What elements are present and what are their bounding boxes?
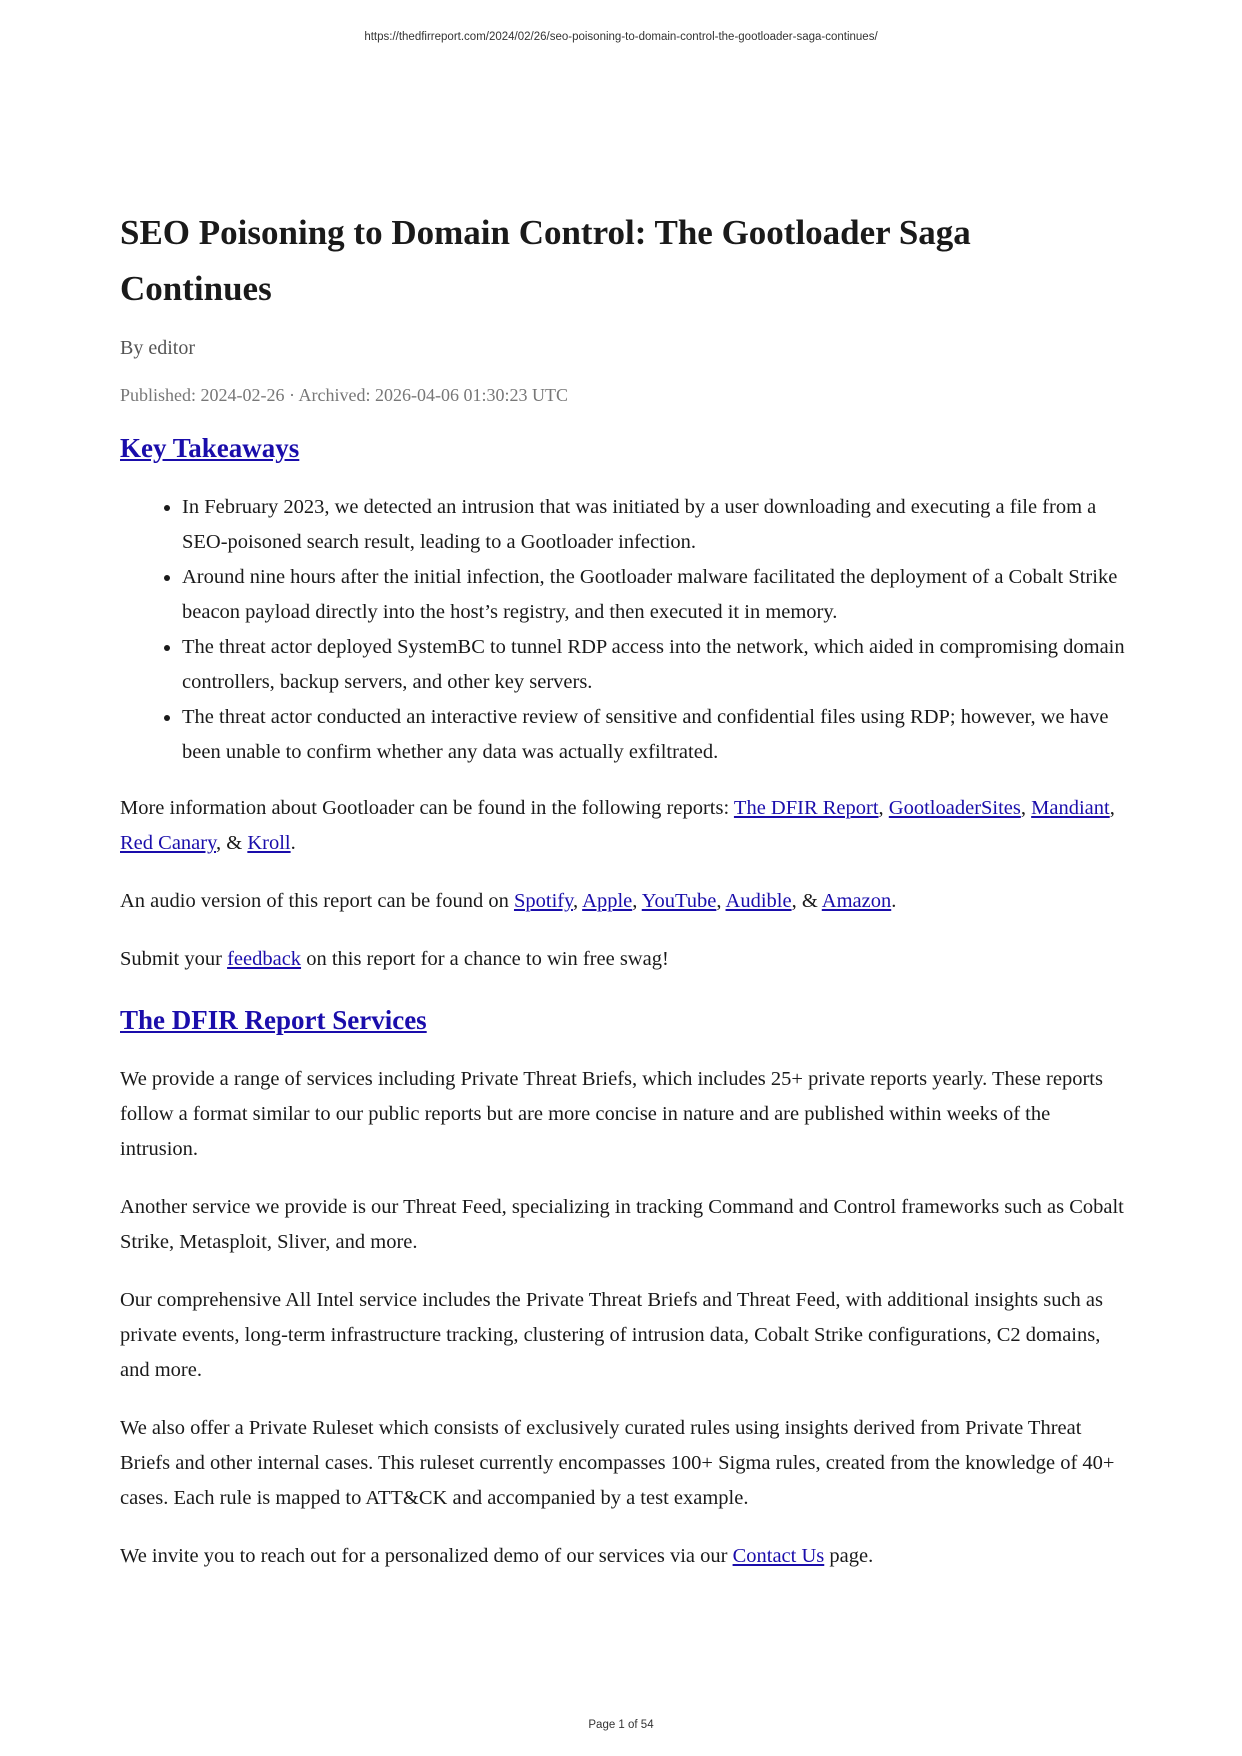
published-date: Published: 2024-02-26 · Archived: 2026-04-06 01:30:23 UTC (120, 385, 568, 405)
link-mandiant[interactable]: Mandiant (1031, 797, 1110, 819)
feedback-suffix: on this report for a chance to win free swag! (301, 948, 669, 970)
key-takeaways-list (120, 490, 1130, 770)
separator: , & (216, 832, 248, 854)
link-apple[interactable]: Apple (582, 890, 633, 912)
link-feedback[interactable]: feedback (227, 948, 302, 970)
list-item: • The threat actor conducted an interactive review of sensitive and confidential files using RDP; however, we have been unable to confirm whether any data was actually exfiltrated. (182, 700, 1130, 770)
audio-paragraph (120, 884, 1130, 919)
more-info-prefix: More information about Gootloader can be found in the following reports: (120, 797, 734, 819)
page-number: Page 1 of 54 (588, 1719, 654, 1731)
link-spotify[interactable]: Spotify (513, 890, 574, 912)
separator: , (632, 890, 642, 912)
separator: , (716, 890, 726, 912)
separator: , (878, 797, 889, 819)
list-item: • Around nine hours after the initial infection, the Gootloader malware facilitated the deployment of a Cobalt Strike beacon payload directly into the host’s registry, and then executed it in memory. (182, 560, 1130, 630)
services-heading (120, 1000, 1130, 1040)
contact-paragraph (120, 1539, 1130, 1574)
link-gootloadersites[interactable]: GootloaderSites (888, 797, 1021, 819)
separator: , & (791, 890, 822, 912)
link-kroll[interactable]: Kroll (247, 832, 291, 854)
separator: . (290, 832, 296, 854)
key-takeaways-heading (120, 428, 1130, 468)
services-paragraph: We provide a range of services including Private Threat Briefs, which includes 25+ private reports yearly. These reports follow a format similar to our public reports but are more concise in nature and are published within weeks of the intrusion. (120, 1068, 1103, 1160)
feedback-prefix: Submit your (120, 948, 228, 970)
feedback-paragraph (120, 942, 1130, 977)
services-link[interactable]: The DFIR Report Services (120, 1005, 427, 1035)
separator: . (891, 890, 897, 912)
separator: , (1109, 797, 1115, 819)
services-paragraph: Another service we provide is our Threat Feed, specializing in tracking Command and Control frameworks such as Cobalt Strike, Metasploit, Sliver, and more. (120, 1196, 1124, 1253)
separator: , (573, 890, 583, 912)
page-title: SEO Poisoning to Domain Control: The Gootloader Saga Continues (120, 213, 971, 308)
contact-suffix: page. (824, 1545, 874, 1567)
link-audible[interactable]: Audible (725, 890, 792, 912)
contact-prefix: We invite you to reach out for a personalized demo of our services via our (120, 1545, 733, 1567)
link-amazon[interactable]: Amazon (821, 890, 892, 912)
byline: By editor (120, 337, 195, 359)
key-takeaways-link[interactable]: Key Takeaways (120, 433, 300, 463)
list-item: • In February 2023, we detected an intrusion that was initiated by a user downloading and executing a file from a SEO-poisoned search result, leading to a Gootloader infection. (182, 490, 1130, 560)
link-dfir-report[interactable]: The DFIR Report (733, 797, 879, 819)
link-youtube[interactable]: YouTube (641, 890, 717, 912)
more-info-paragraph (120, 791, 1130, 861)
services-paragraph: Our comprehensive All Intel service includes the Private Threat Briefs and Threat Feed, with additional insights such as private events, long-term infrastructure tracking, clustering of intrusion data, Cobalt Strike configurations, C2 domains, and more. (120, 1289, 1103, 1381)
services-paragraph: We also offer a Private Ruleset which consists of exclusively curated rules using insights derived from Private Threat Briefs and other internal cases. This ruleset currently encompasses 100+ Sigma rules, created from the knowledge of 40+ cases. Each rule is mapped to ATT&CK and accompanied by a test example. (120, 1417, 1115, 1509)
link-contact-us[interactable]: Contact Us (732, 1545, 825, 1567)
separator: , (1020, 797, 1032, 819)
link-red-canary[interactable]: Red Canary (120, 832, 217, 854)
page-url: https://thedfirreport.com/2024/02/26/seo-poisoning-to-domain-control-the-gootloader-saga-continues/ (364, 31, 878, 43)
audio-prefix: An audio version of this report can be found on (120, 890, 514, 912)
article (120, 205, 1130, 1597)
list-item: • The threat actor deployed SystemBC to tunnel RDP access into the network, which aided in compromising domain controllers, backup servers, and other key servers. (182, 630, 1130, 700)
